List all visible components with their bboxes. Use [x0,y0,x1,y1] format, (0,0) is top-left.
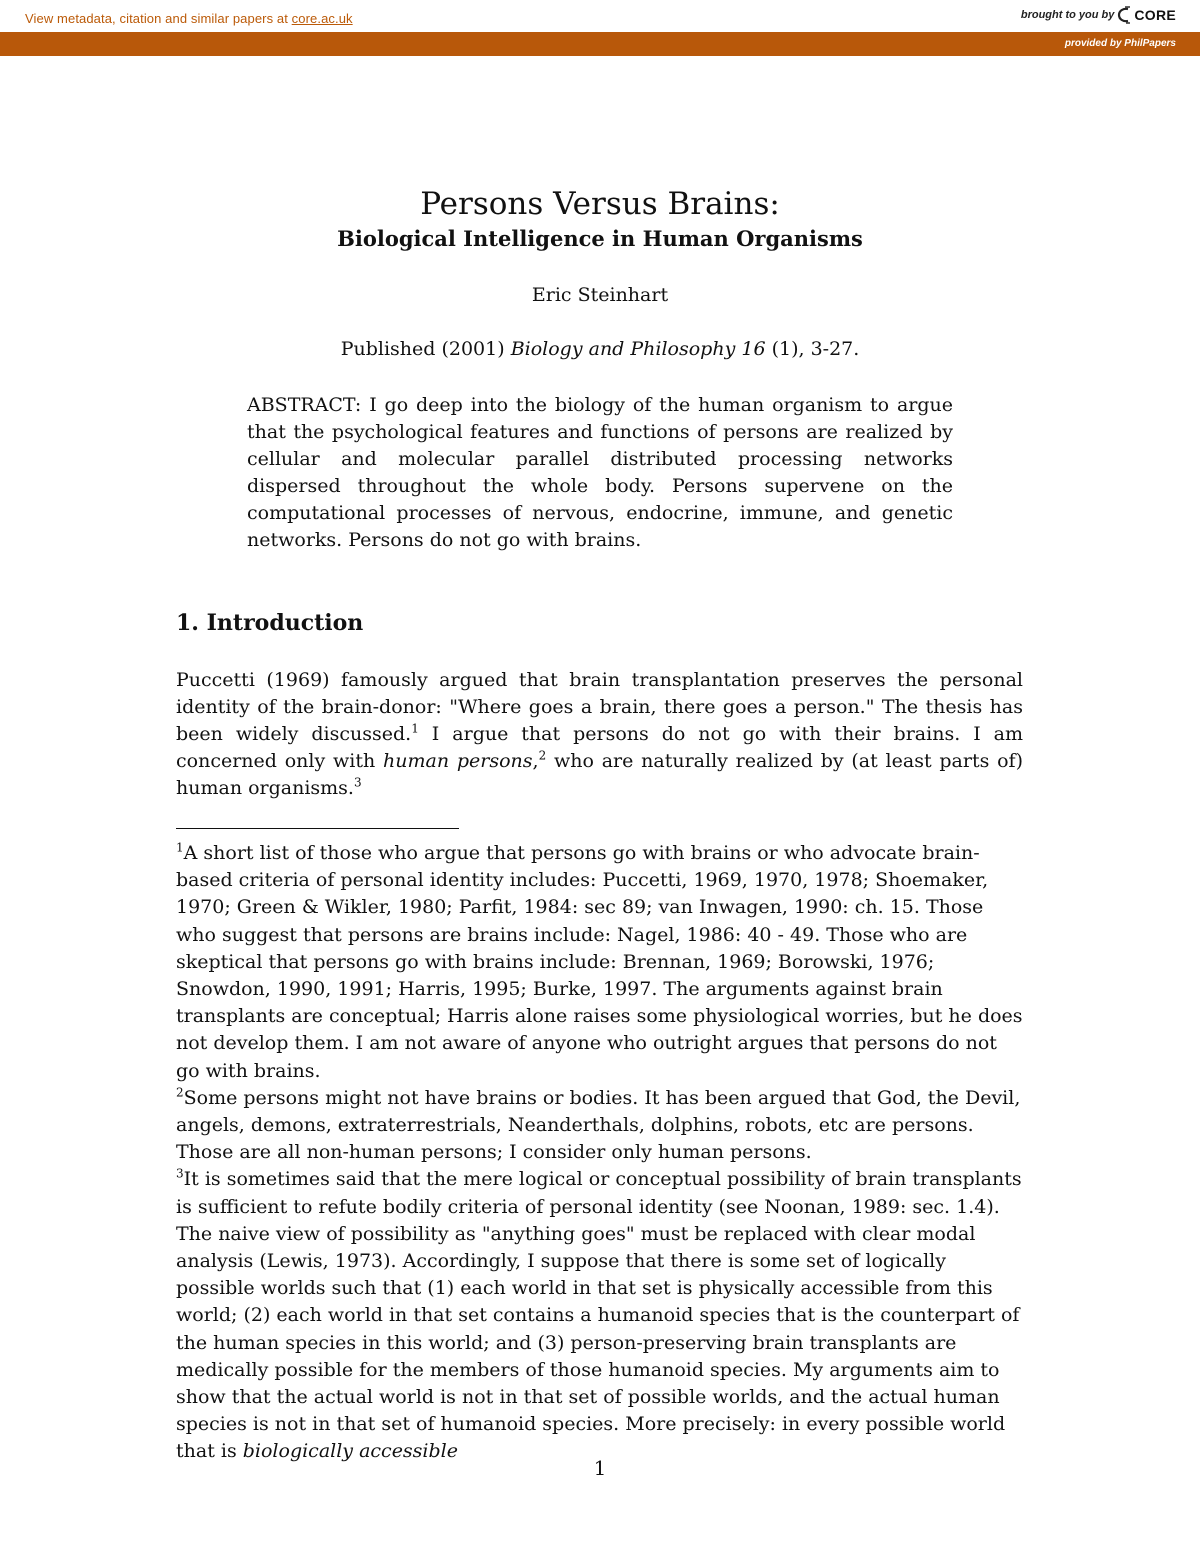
intro-emphasis: human persons [383,750,533,772]
paper-author: Eric Steinhart [531,284,669,306]
footnote-text-2: Some persons might not have brains or bodies. It has been argued that God, the Devil, angels, demons, extraterrestrials, Neanderthals, dolphins, robots, etc are persons. Those are all non-human persons; I consider only human persons. [176,1086,1021,1164]
footnote-ref-1[interactable]: 1 [411,721,419,736]
footnote-3-emphasis: biologically accessible [242,1440,458,1463]
footnotes [176,840,1023,1466]
publication-info [0,338,1200,360]
abstract: ABSTRACT: I go deep into the biology of the human organism to argue that the psychological features and functions of persons are realized by cellular and molecular parallel distributed processing networks dispersed throughout the whole body. Persons supervene on the computational processes of nervous, endocrine, immune, and genetic networks. Persons do not go with brains. [247,394,953,551]
core-link[interactable]: core.ac.uk [291,11,353,26]
footnote-3 [176,1166,1023,1465]
published-prefix: Published (2001) [340,338,511,360]
provided-by-label[interactable]: provided by PhilPapers [1064,38,1176,49]
footnote-ref-3[interactable]: 3 [353,775,362,790]
core-header [0,0,1200,32]
metadata-prefix: View metadata, citation and similar papers at [25,11,292,26]
intro-paragraph [176,667,1023,802]
footnote-ref-2[interactable]: 2 [538,748,547,763]
intro-part-3: , [532,750,539,772]
journal-name: Biology and Philosophy 16 [510,338,766,360]
paper-title: Persons Versus Brains: [420,186,780,222]
footnote-marker-3: 3 [176,1167,184,1182]
published-suffix: (1), 3-27. [765,338,860,360]
footnote-text-3: It is sometimes said that the mere logical or conceptual possibility of brain transplants is sufficient to refute bodily criteria of personal identity (see Noonan, 1989: sec. 1.4). The naive view of possibility as "anything goes" must be replaced with clear modal analysis (Lewis, 1973). Accordingly, I suppose that there is some set of logically possible worlds such that (1) each world in that set is physically accessible from this world; (2) each world in that set contains a humanoid species that is the counterpart of the human species in this world; and (3) person-preserving brain transplants are medically possible for the members of those humanoid species. My arguments aim to show that the actual world is not in that set of possible worlds, and the actual human species is not in that set of humanoid species. More precisely: in every possible world that is [176,1168,1022,1463]
footnote-marker-1: 1 [176,840,184,855]
core-logo-icon [1117,6,1131,24]
core-brand-name: CORE [1134,7,1176,23]
footnote-marker-2: 2 [176,1085,184,1100]
paper-subtitle: Biological Intelligence in Human Organisms [337,226,863,251]
brought-to-you-label: brought to you by [1020,9,1115,21]
core-brand[interactable] [1021,6,1176,24]
metadata-notice [25,11,353,26]
intro-part-4: who are naturally realized by (at least parts of) human organisms. [176,750,1023,799]
footnote-1 [176,840,1023,1085]
intro-part-2: I argue that persons do not go with their brains. I am concerned only with [176,723,1024,772]
footnote-text-1: A short list of those who argue that persons go with brains or who advocate brain-based criteria of personal identity includes: Puccetti, 1969, 1970, 1978; Shoemaker, 1970; Green & Wikler, 1980; Parfit, 1984: sec 89; van Inwagen, 1990: ch. 15. Those who suggest that persons are brains include: Nagel, 1986: 40 - 49. Those who are skeptical that persons go with brains include: Brennan, 1969; Borowski, 1976; Snowdon, 1990, 1991; Harris, 1995; Burke, 1997. The arguments against brain transplants are conceptual; Harris alone raises some physiological worries, but he does not develop them. I am not aware of anyone who outright argues that persons do not go with brains. [176,842,1023,1082]
section-heading: 1. Introduction [176,610,364,636]
page-number: 1 [593,1456,607,1480]
intro-part-1: Puccetti (1969) famously argued that brain transplantation preserves the personal identity of the brain-donor: "Where goes a brain, there goes a person." The thesis has been widely discussed. [176,669,1023,745]
core-bar [0,32,1200,56]
footnote-divider [176,828,459,829]
footnote-2 [176,1085,1023,1167]
